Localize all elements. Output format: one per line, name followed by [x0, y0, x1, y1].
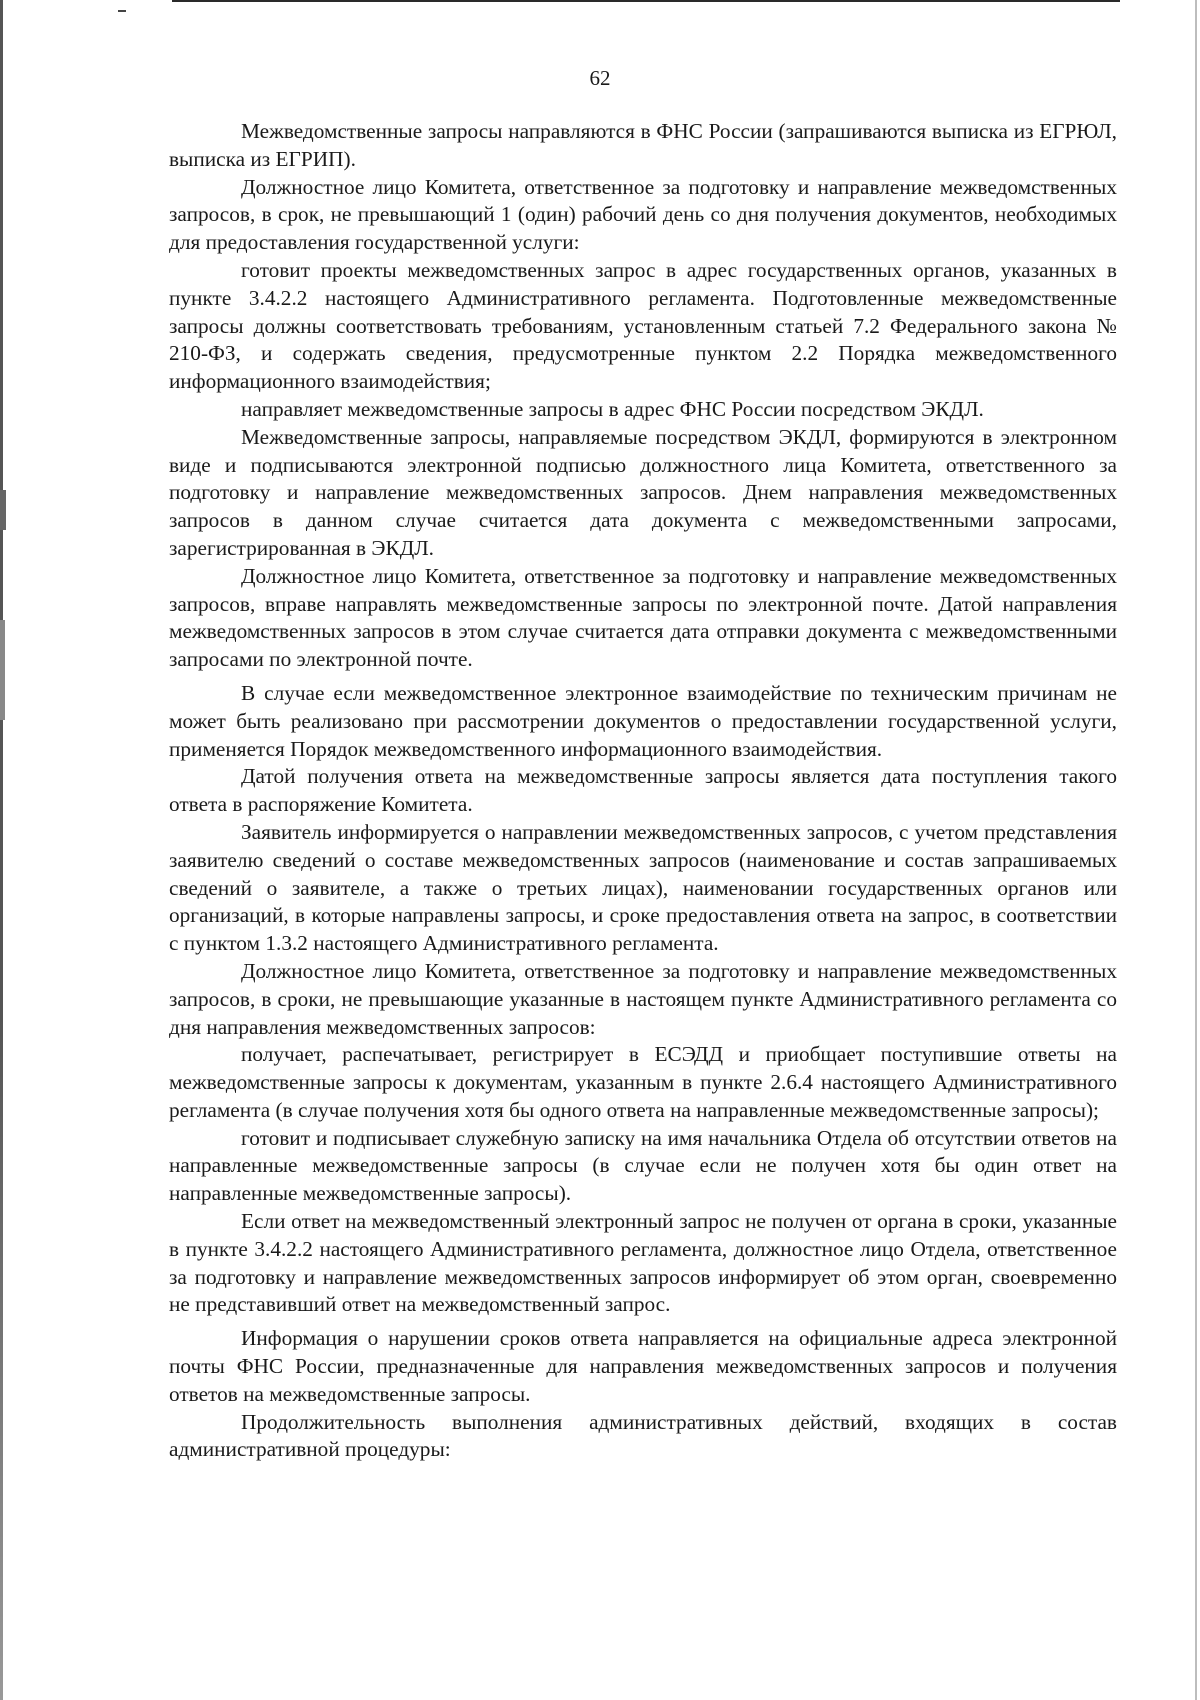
paragraph: Межведомственные запросы направляются в ФНС России (запрашиваются выписка из ЕГРЮЛ, выписка из ЕГРИП).	[169, 119, 1117, 171]
paragraph: Если ответ на межведомственный электронный запрос не получен от органа в сроки, указанные в пункте 3.4.2.2 настоящего Административного регламента, должностное лицо Отдела, ответственное за подготовку и направление межведомственных запросов информирует об этом орган, своевременно не представивший ответ на межведомственный запрос.	[169, 1209, 1117, 1317]
scan-artifact-mark	[0, 620, 5, 720]
scan-top-border	[172, 0, 1120, 2]
paragraph: готовит проекты межведомственных запрос в адрес государственных органов, указанных в пункте 3.4.2.2 настоящего Административного регламента. Подготовленные межведомственные запросы должны соответствовать требованиям, установленным статьей 7.2 Федерального закона № 210-ФЗ, и содержать сведения, предусмотренные пунктом 2.2 Порядка межведомственного информационного взаимодействия;	[169, 257, 1117, 394]
paragraph: направляет межведомственные запросы в адрес ФНС России посредством ЭКДЛ.	[241, 396, 984, 421]
paragraph: В случае если межведомственное электронное взаимодействие по техническим причинам не может быть реализовано при рассмотрении документов о предоставлении государственной услуги, применяется Порядок межведомственного информационного взаимодействия.	[169, 680, 1117, 761]
paragraph: Заявитель информируется о направлении межведомственных запросов, с учетом представления заявителю сведений о составе межведомственных запросов (наименование и состав запрашиваемых сведений о заявителе, а также о третьих лицах), наименовании государственных органов или организаций, в которые направлены запросы, и сроке предоставления ответа на запрос, в соответствии с пунктом 1.3.2 настоящего Административного регламента.	[169, 819, 1117, 956]
paragraph: Продолжительность выполнения административных действий, входящих в состав административной процедуры:	[169, 1409, 1117, 1462]
paragraph: Датой получения ответа на межведомственные запросы является дата поступления такого ответа в распоряжение Комитета.	[169, 764, 1117, 817]
paragraph: Информация о нарушении сроков ответа направляется на официальные адреса электронной почты ФНС России, предназначенные для направления межведомственных запросов и получения ответов на межведомственные запросы.	[169, 1326, 1117, 1406]
paragraph: Должностное лицо Комитета, ответственное за подготовку и направление межведомственных запросов, в срок, не превышающий 1 (один) рабочий день со дня получения документов, необходимых для предоставления государственной услуги:	[169, 174, 1117, 255]
paragraph: готовит и подписывает служебную записку на имя начальника Отдела об отсутствии ответов на направленные межведомственные запросы (в случае если не получен хотя бы один ответ на направленные межведомственные запросы).	[169, 1125, 1117, 1206]
paragraph: получает, распечатывает, регистрирует в ЕСЭДД и приобщает поступившие ответы на межведомственные запросы к документам, указанным в пункте 2.6.4 настоящего Административного регламента (в случае получения хотя бы одного ответа на направленные межведомственные запросы);	[169, 1042, 1117, 1122]
scan-artifact-mark	[0, 490, 6, 530]
scan-left-edge	[0, 0, 3, 1700]
paragraph: Должностное лицо Комитета, ответственное за подготовку и направление межведомственных запросов, в сроки, не превышающие указанные в настоящем пункте Административного регламента со дня направления межведомственных запросов:	[169, 958, 1117, 1039]
scan-artifact-mark	[118, 10, 126, 12]
paragraph: Должностное лицо Комитета, ответственное за подготовку и направление межведомственных запросов, вправе направлять межведомственные запросы по электронной почте. Датой направления межведомственных запросов в этом случае считается дата отправки документа с межведомственными запросами по электронной почте.	[169, 563, 1117, 672]
page-number: 62	[589, 66, 611, 90]
paragraph: Межведомственные запросы, направляемые посредством ЭКДЛ, формируются в электронном виде и подписываются электронной подписью должностного лица Комитета, ответственного за подготовку и направление межведомственных запросов. Днем направления межведомственных запросов в данном случае считается дата документа с межведомственными запросами, зарегистрированная в ЭКДЛ.	[169, 424, 1117, 560]
scan-right-edge	[1195, 0, 1197, 1700]
document-body	[169, 118, 1117, 1464]
